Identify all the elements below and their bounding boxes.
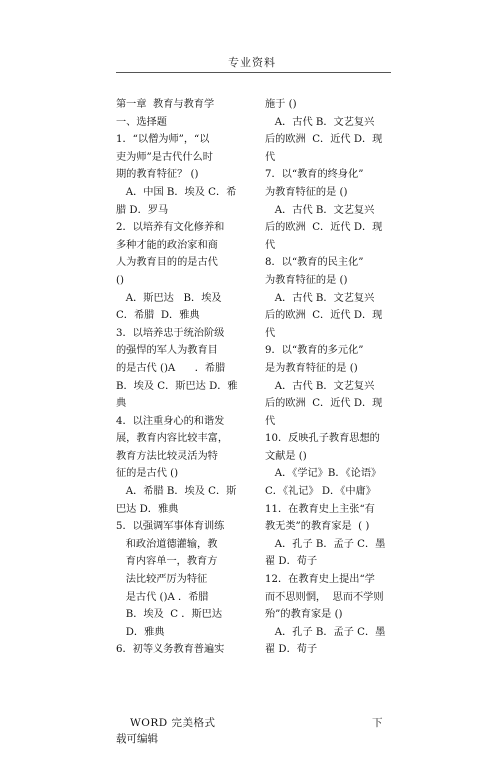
text-line: 3．以培养忠于统治阶级 xyxy=(116,327,225,339)
text-line: 为教育特征的是 () xyxy=(265,274,348,286)
text-line: 1．“以僧为师”，“以 xyxy=(116,134,210,146)
text-line: 文献是 () xyxy=(265,450,307,462)
text-line: A．《学记》B．《论语》 xyxy=(265,468,382,480)
text-line: 后的欧洲 C．近代 D．现 xyxy=(265,134,383,146)
header-divider xyxy=(116,72,391,73)
text-line: 展，教育内容比较丰富， xyxy=(116,433,229,445)
text-line: 人为教育目的的是古代 xyxy=(116,257,218,269)
text-line: 为教育特征的是 () xyxy=(265,186,348,198)
text-line: B．埃及 C ．斯巴达 xyxy=(116,609,223,621)
text-line: 7．以“教育的终身化” xyxy=(265,169,364,181)
text-line: 翟 D．荀子 xyxy=(265,556,318,568)
text-line: A．古代 B．文艺复兴 xyxy=(265,204,375,216)
text-line: 多种才能的政治家和商 xyxy=(116,239,218,251)
text-line: 代 xyxy=(265,239,276,251)
text-line: 代 xyxy=(265,415,276,427)
text-line: 是古代 ()A ．希腊 xyxy=(116,591,209,603)
text-line: 第一章 教育与教育学 xyxy=(116,99,215,110)
text-line: 8．以“教育的民主化” xyxy=(265,257,364,269)
text-line: 11．在教育史上主张“有 xyxy=(265,503,375,515)
text-line: 的强悍的军人为教育目 xyxy=(116,345,218,357)
text-line: 典 xyxy=(116,398,127,410)
left-text-column xyxy=(116,96,256,659)
text-line: 和政治道德灌输，教 xyxy=(116,538,218,550)
text-line: 而不思则惘， 思而不学则 xyxy=(265,591,384,603)
text-line: 期的教育特征？ () xyxy=(116,169,199,181)
text-line: D．雅典 xyxy=(116,626,165,638)
text-line: 5．以强调军事体育训练 xyxy=(116,521,225,533)
text-line: 吏为师”是古代什么时 xyxy=(116,151,213,163)
text-line: 殆”的教育家是 () xyxy=(265,609,343,621)
text-line: 腊 D．罗马 xyxy=(116,204,169,216)
text-line: A．古代 B．文艺复兴 xyxy=(265,292,375,304)
text-line: () xyxy=(116,274,124,286)
footer-edit-note: 载可编辑 xyxy=(116,733,158,745)
text-line: 一、选择题 xyxy=(116,116,167,128)
text-line: 后的欧洲 C．近代 D．现 xyxy=(265,398,383,410)
text-line: A．希腊 B．埃及 C．斯 xyxy=(116,486,237,498)
right-text-column xyxy=(265,96,393,659)
text-line: 12．在教育史上提出“学 xyxy=(265,574,375,586)
text-line: 后的欧洲 C．近代 D．现 xyxy=(265,310,383,322)
page-header-title: 专业资料 xyxy=(228,56,276,69)
text-line: A．古代 B．文艺复兴 xyxy=(265,380,375,392)
text-line: 教育方法比较灵活为特 xyxy=(116,450,218,462)
text-line: 施于 () xyxy=(265,99,297,110)
text-line: 10．反映孔子教育思想的 xyxy=(265,433,380,445)
text-line: 育内容单一，教育方 xyxy=(116,556,218,568)
text-line: C．《礼记》 D．《中庸》 xyxy=(265,486,376,498)
text-line: 代 xyxy=(265,151,276,163)
text-line: A．孔子 B．孟子 C．墨 xyxy=(265,626,386,638)
text-line: 6．初等义务教育普遍实 xyxy=(116,644,225,656)
footer-format-note: WORD 完美格式 xyxy=(130,717,216,729)
text-line: A．古代 B．文艺复兴 xyxy=(265,116,375,128)
text-line: 的是古代 ()A ．希腊 xyxy=(116,362,226,374)
text-line: 后的欧洲 C．近代 D．现 xyxy=(265,222,383,234)
text-line: 征的是古代 () xyxy=(116,468,179,480)
text-line: 是为教育特征的是 () xyxy=(265,362,358,374)
text-line: 4．以注重身心的和谐发 xyxy=(116,415,225,427)
text-line: 巴达 D．雅典 xyxy=(116,503,179,515)
text-line: 2．以培养有文化修养和 xyxy=(116,222,225,234)
footer-download-fragment: 下 xyxy=(372,717,383,729)
text-line: 翟 D．荀子 xyxy=(265,644,318,656)
text-line: A．斯巴达 B．埃及 xyxy=(116,292,222,304)
text-line: 代 xyxy=(265,327,276,339)
text-line: A．孔子 B．孟子 C．墨 xyxy=(265,538,386,550)
text-line: B．埃及 C．斯巴达 D．雅 xyxy=(116,380,238,392)
text-line: A．中国 B．埃及 C．希 xyxy=(116,186,237,198)
text-line: 教无类”的教育家是 ( ) xyxy=(265,521,370,533)
text-line: 9．以“教育的多元化” xyxy=(265,345,364,357)
text-line: 法比较严厉为特征 xyxy=(116,574,208,586)
text-line: C．希腊 D．雅典 xyxy=(116,310,200,322)
